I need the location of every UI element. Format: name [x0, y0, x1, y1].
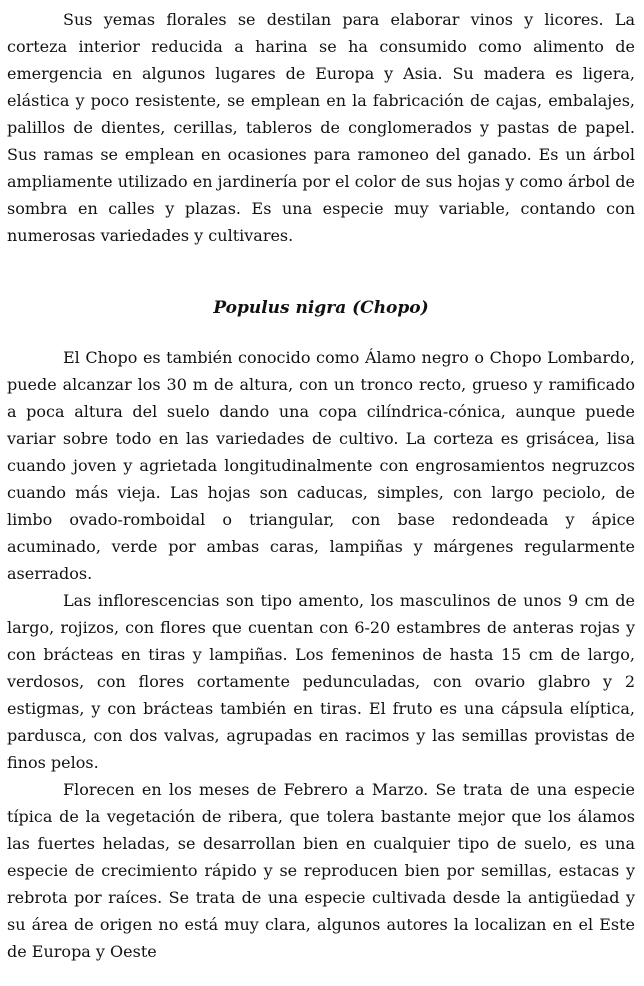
section-heading: Populus nigra (Chopo): [213, 298, 429, 318]
heading-spacer: [7, 322, 635, 344]
flowering-paragraph: Florecen en los meses de Febrero a Marzo. Se trata de una especie típica de la vegetación de ribera, que tolera bastante mejor que los álamos las fuertes heladas, se desarrollan bien en cualquier tipo de suelo, es una especie de crecimiento rápido y se reproducen bien por semillas, estacas y rebrota por raíces. Se trata de una especie cultivada desde la antigüedad y su área de origen no está muy clara, algunos autores la localizan en el Este de Europa y Oeste: [7, 780, 635, 961]
inflorescence-paragraph: Las inflorescencias son tipo amento, los masculinos de unos 9 cm de largo, rojizos, con flores que cuentan con 6-20 estambres de anteras rojas y con brácteas en tiras y lampiñas. Los femeninos de hasta 15 cm de largo, verdosos, con flores cortamente pedunculadas, con ovario glabro y 2 estigmas, y con brácteas también en tiras. El fruto es una cápsula elíptica, pardusca, con dos valvas, agrupadas en racimos y las semillas provistas de finos pelos.: [7, 591, 635, 772]
document-page: [7, 6, 635, 965]
section-spacer: [7, 249, 635, 295]
description-paragraph: El Chopo es también conocido como Álamo negro o Chopo Lombardo, puede alcanzar los 30 m de altura, con un tronco recto, grueso y ramificado a poca altura del suelo dando una copa cilíndrica-cónica, aunque puede variar sobre todo en las variedades de cultivo. La corteza es grisácea, lisa cuando joven y agrietada longitudinalmente con engrosamientos negruzcos cuando más vieja. Las hojas son caducas, simples, con largo peciolo, de limbo ovado-romboidal o triangular, con base redondeada y ápice acuminado, verde por ambas caras, lampiñas y márgenes regularmente aserrados.: [7, 348, 635, 583]
intro-paragraph: Sus yemas florales se destilan para elaborar vinos y licores. La corteza interior reducida a harina se ha consumido como alimento de emergencia en algunos lugares de Europa y Asia. Su madera es ligera, elástica y poco resistente, se emplean en la fabricación de cajas, embalajes, palillos de dientes, cerillas, tableros de conglomerados y pastas de papel. Sus ramas se emplean en ocasiones para ramoneo del ganado. Es un árbol ampliamente utilizado en jardinería por el color de sus hojas y como árbol de sombra en calles y plazas. Es una especie muy variable, contando con numerosas variedades y cultivares.: [7, 10, 635, 245]
